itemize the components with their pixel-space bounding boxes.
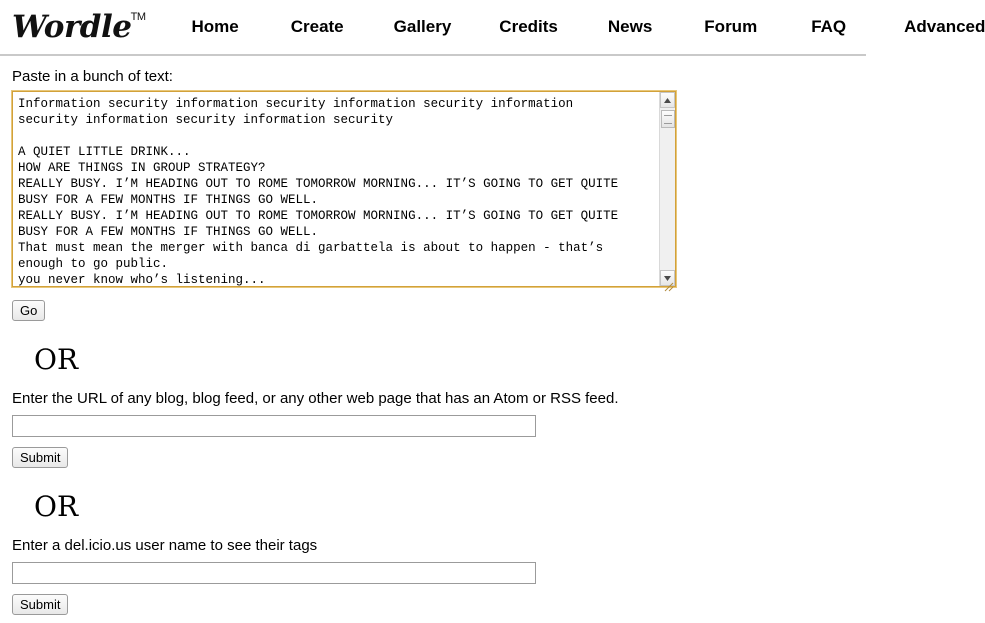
nav-item-create[interactable]: Create xyxy=(290,17,344,36)
delicious-submit-button[interactable]: Submit xyxy=(12,594,68,615)
nav-item-credits[interactable]: Credits xyxy=(499,17,558,36)
nav-item-news[interactable]: News xyxy=(607,17,653,36)
page-content xyxy=(0,68,866,615)
delicious-prompt-label: Enter a del.icio.us user name to see their tags xyxy=(12,537,318,554)
url-submit-button[interactable]: Submit xyxy=(12,447,68,468)
go-button-row xyxy=(12,300,854,321)
delicious-submit-row xyxy=(12,594,854,615)
header-divider xyxy=(0,54,866,56)
site-header xyxy=(0,0,985,54)
or-separator-2: OR xyxy=(34,490,79,523)
url-input[interactable] xyxy=(12,415,536,437)
nav-item-forum[interactable]: Forum xyxy=(704,17,758,36)
paste-text-input[interactable] xyxy=(12,91,676,287)
main-nav xyxy=(169,17,985,37)
nav-item-gallery[interactable]: Gallery xyxy=(393,17,452,36)
textarea-scrollbar[interactable] xyxy=(659,92,675,286)
go-button[interactable]: Go xyxy=(12,300,45,321)
paste-text-label: Paste in a bunch of text: xyxy=(12,68,173,85)
or-separator-1: OR xyxy=(34,343,79,376)
delicious-username-input[interactable] xyxy=(12,562,536,584)
wordle-logo[interactable] xyxy=(12,9,145,45)
paste-text-area-wrapper xyxy=(12,91,676,291)
scrollbar-grip-icon xyxy=(664,115,672,124)
scrollbar-thumb[interactable] xyxy=(661,110,675,128)
textarea-resize-handle-icon[interactable] xyxy=(664,279,674,289)
nav-item-advanced[interactable]: Advanced xyxy=(904,17,985,36)
wordle-logo-text: Wordle xyxy=(12,9,132,45)
url-prompt-label: Enter the URL of any blog, blog feed, or any other web page that has an Atom or RSS feed. xyxy=(12,390,619,407)
nav-item-faq[interactable]: FAQ xyxy=(811,17,847,36)
url-submit-row xyxy=(12,447,854,468)
nav-item-home[interactable]: Home xyxy=(191,17,239,36)
trademark-symbol: TM xyxy=(130,11,146,23)
scroll-up-arrow-icon[interactable] xyxy=(660,92,675,108)
